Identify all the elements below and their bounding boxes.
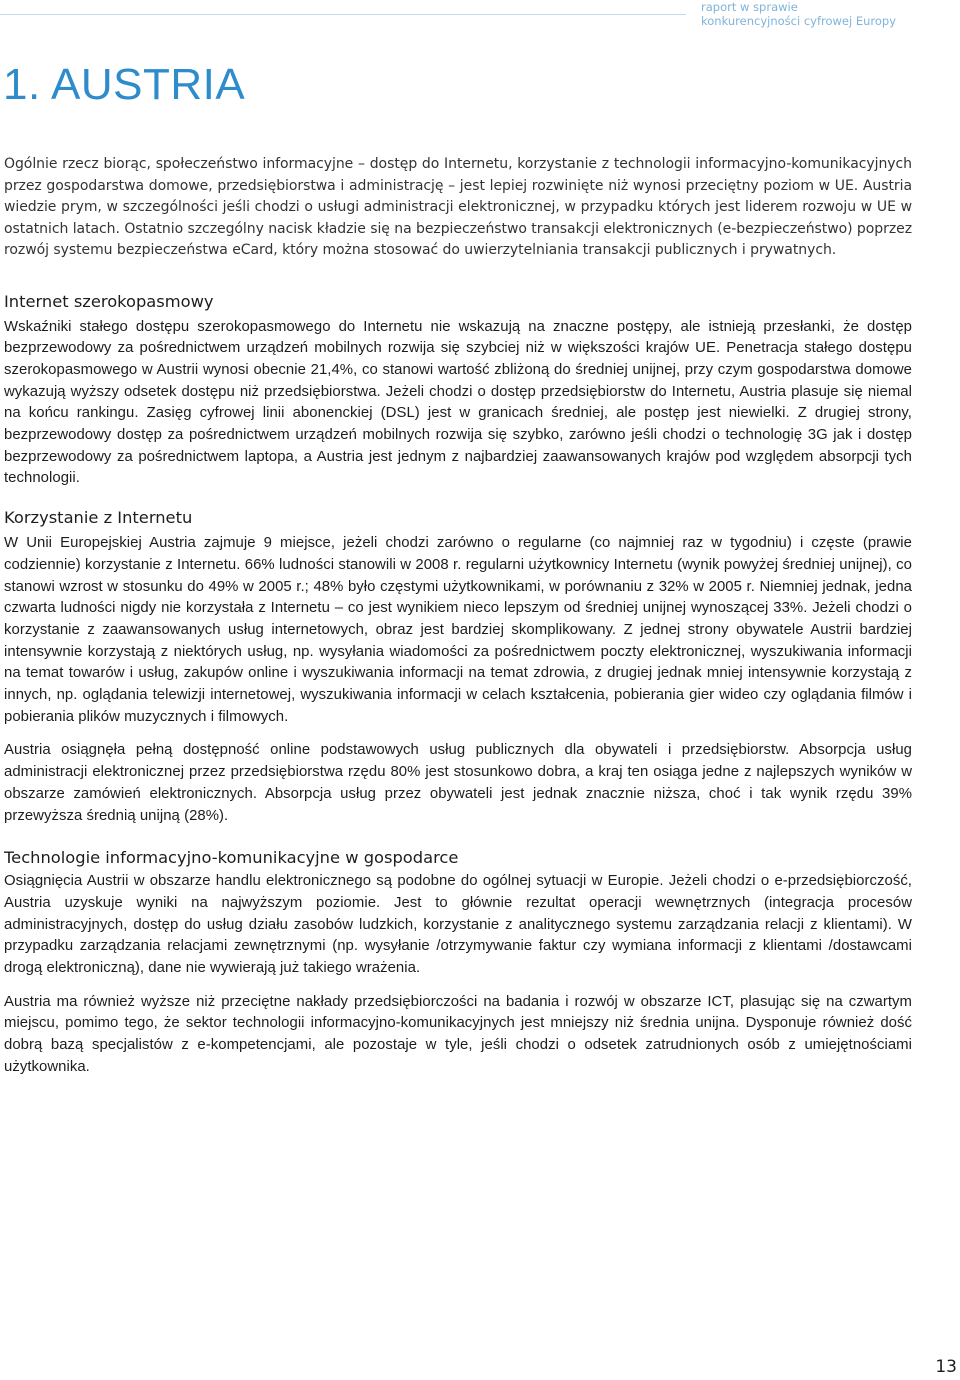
section-paragraph: Osiągnięcia Austrii w obszarze handlu elektronicznego są podobne do ogólnej sytuacji w Europie. Jeżeli chodzi o e-przedsiębiorczość, Austria uzyskuje wyniki na najwyższym poziomie. Jest to głównie rezultat operacji wewnętrznych (integracja procesów administracyjnych, dostęp do usług działu zasobów ludzkich, korzystanie z analitycznego systemu zarządzania relacji z klientami). W przypadku zarządzania relacjami zewnętrznymi (np. wysyłanie /otrzymywanie faktur czy wymiana informacji z klientami /dostawcami drogą elektroniczną), dane nie wywierają już takiego wrażenia.	[4, 873, 912, 977]
running-header	[701, 0, 951, 28]
section-ict-economy	[4, 847, 912, 1078]
section-internet-usage	[4, 507, 912, 827]
section-paragraph: Austria ma również wyższe niż przeciętne nakłady przedsiębiorczości na badania i rozwój w obszarze ICT, plasując się na czwartym miejscu, pomimo tego, że sektor technologii informacyjno-komunikacyjnych jest mniejszy niż średnia unijna. Dysponuje również dość dobrą bazą specjalistów z e-kompetencjami, ale pozostaje w tyle, jeśli chodzi o odsetek zatrudnionych osób z umiejętnościami użytkownika.	[4, 993, 912, 1075]
section-broadband	[4, 291, 912, 491]
section-paragraph: W Unii Europejskiej Austria zajmuje 9 miejsce, jeżeli chodzi zarówno o regularne (co najmniej raz w tygodniu) i częste (prawie codziennie) korzystanie z Internetu. 66% ludności stanowili w 2008 r. regularni użytkownicy Internetu (wynik powyżej średniej unijnej), co stanowi wzrost w stosunku do 49% w 2005 r.; 48% było częstymi użytkownikami, w porównaniu z 32% w 2005 r. Niemniej jednak, jedna czwarta ludności nigdy nie korzystała z Internetu – co jest wynikiem nieco lepszym od średniej unijnej wynoszącej 33%. Jeżeli chodzi o korzystanie z zaawansowanych usług internetowych, obraz jest bardziej skomplikowany. Z jednej strony obywatele Austrii bardziej intensywnie korzystają z niektórych usług, np. wysyłania wiadomości za pośrednictwem poczty elektronicznej, wyszukiwania informacji na temat towarów i usług, zakupów online i wyszukiwania informacji na temat zdrowia, z drugiej jednak mniej intensywnie korzystają z innych, np. oglądania telewizji internetowej, wyszukiwania informacji w celach kształcenia, pobierania gier wideo czy oglądania filmów i pobierania plików muzycznych i filmowych.	[4, 535, 912, 725]
header-rule	[0, 14, 686, 15]
section-paragraph: Wskaźniki stałego dostępu szerokopasmowego do Internetu nie wskazują na znaczne postępy, ale istnieją przesłanki, że dostęp bezprzewodowy za pośrednictwem urządzeń mobilnych rozwija się szybciej niż w większości krajów UE. Penetracja stałego dostępu szerokopasmowego w Austrii wynosi obecnie 21,4%, co stanowi wartość zbliżoną do średniej unijnej, przy czym gospodarstwa domowe wykazują wyższy odsetek dostępu niż przedsiębiorstwa. Jeżeli chodzi o dostęp przedsiębiorstw do Internetu, Austria plasuje się niemal na końcu rankingu. Zasięg cyfrowej linii abonenckiej (DSL) jest w granicach średniej, ale postęp jest niewielki. Z drugiej strony, bezprzewodowy dostęp za pośrednictwem urządzeń mobilnych rozwija się szybko, zarówno jeśli chodzi o technologię 3G jak i dostęp bezprzewodowy za pośrednictwem laptopa, a Austria jest jednym z najbardziej zaawansowanych krajów pod względem absorpcji tych technologii.	[4, 318, 912, 487]
running-header-line-1: raport w sprawie	[701, 0, 798, 14]
section-heading: Technologie informacyjno-komunikacyjne w gospodarce	[4, 848, 459, 868]
running-header-line-2: konkurencyjności cyfrowej Europy	[701, 14, 897, 28]
page-number: 13	[935, 1357, 957, 1377]
main-content	[4, 154, 912, 1079]
section-heading: Internet szerokopasmowy	[4, 291, 214, 311]
intro-section	[4, 154, 912, 262]
chapter-title: 1. AUSTRIA	[3, 60, 246, 109]
section-heading: Korzystanie z Internetu	[4, 508, 193, 528]
intro-paragraph: Ogólnie rzecz biorąc, społeczeństwo informacyjne – dostęp do Internetu, korzystanie z technologii informacyjno-komunikacyjnych przez gospodarstwa domowe, przedsiębiorstwa i administrację – jest lepiej rozwinięte niż wynosi przeciętny poziom w UE. Austria wiedzie prym, w szczególności jeśli chodzi o usługi administracji elektronicznej, w przypadku których jest liderem rozwoju w UE w ostatnich latach. Ostatnio szczególny nacisk kładzie się na bezpieczeństwo transakcji elektronicznych (e-bezpieczeństwo) poprzez rozwój systemu bezpieczeństwa eCard, który można stosować do uwierzytelniania transakcji publicznych i prywatnych.	[4, 156, 912, 258]
section-paragraph: Austria osiągnęła pełną dostępność online podstawowych usług publicznych dla obywateli i przedsiębiorstw. Absorpcja usług administracji elektronicznej przez przedsiębiorstwa rzędu 80% jest stosunkowo dobra, a kraj ten osiąga jedne z najlepszych wyników w obszarze zamówień elektronicznych. Absorpcja usług przez obywateli jest jednak znacznie niższa, choć i tak wynik rzędu 39% przewyższa średnią unijną (28%).	[4, 742, 912, 824]
